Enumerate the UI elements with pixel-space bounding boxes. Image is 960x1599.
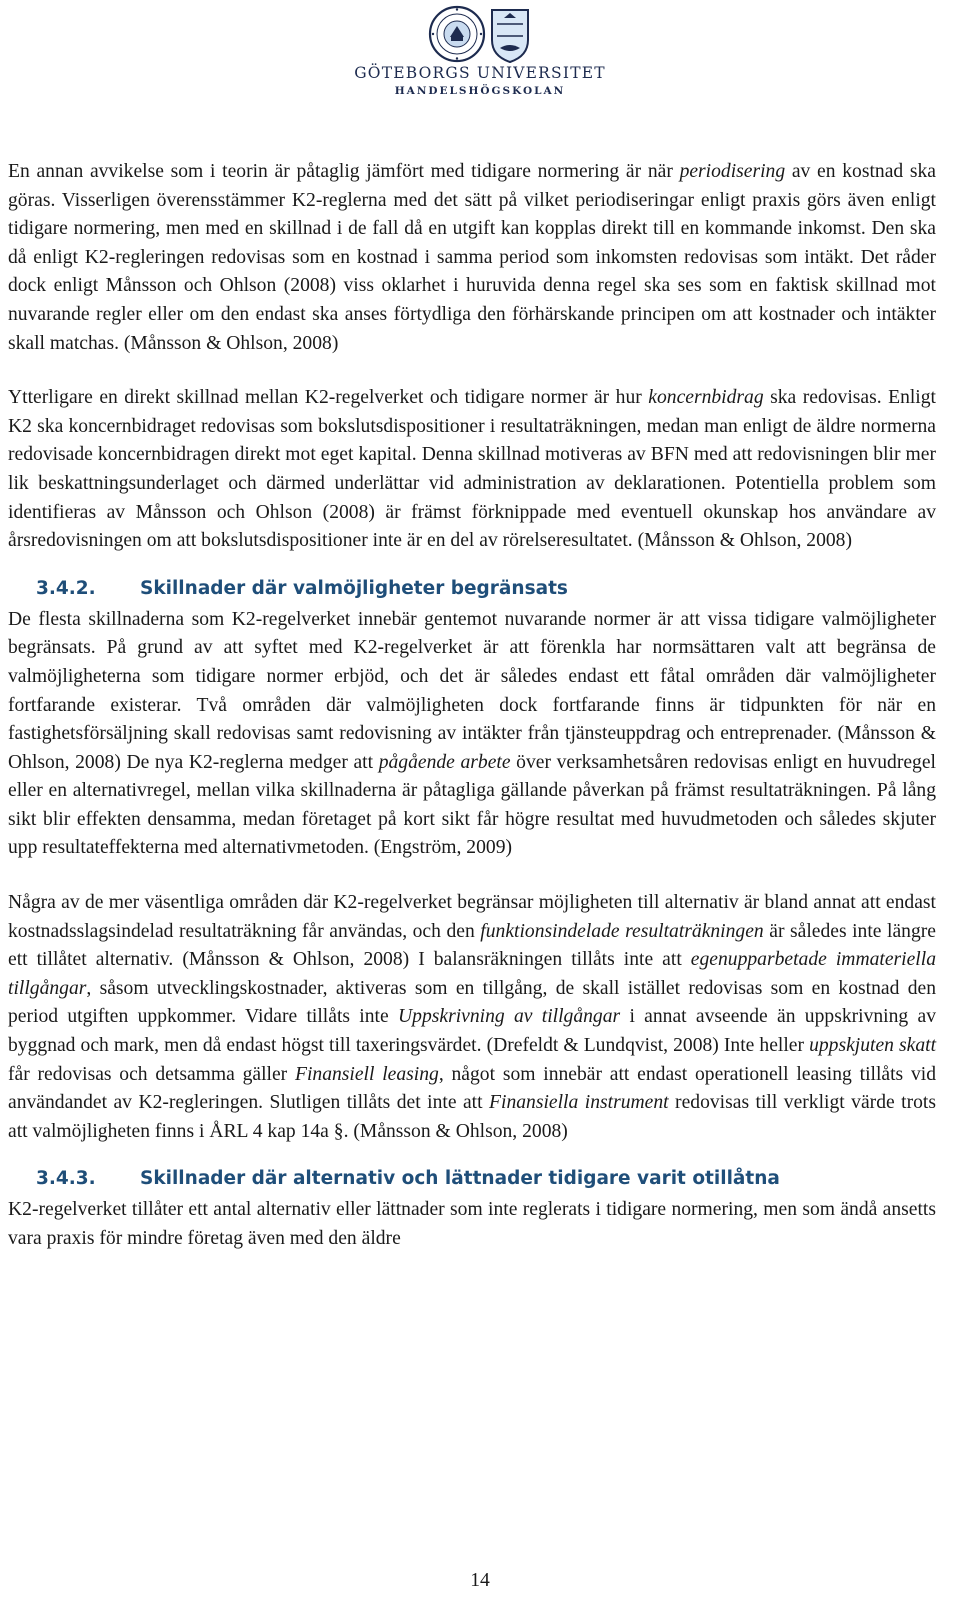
text-run: Några av de mer väsentliga områden där K2-regelverket begränsar möjligheten till alternativ är bland annat att endast kostnadsslagsindelad resultaträkning får användas, och den (8, 892, 936, 942)
university-seal-icon (421, 4, 540, 64)
text-run: av en kostnad ska göras. Visserligen överensstämmer K2-reglerna med det sätt på vilket periodiseringar enligt praxis görs även enligt tidigare normering, men med en skillnad i de fall då en utgift kan kopplas direkt till en kommande inkomst. Den ska då enligt K2-regleringen redovisas som en kostnad i samma period som inkomsten redovisas som intäkt. Det råder dock enligt Månsson och Ohlson (2008) viss oklarhet i huruvida denna regel ska ses som en faktisk skillnad mot nuvarande regler eller om den endast ska anses förtydliga den förhärskande principen om att kostnader och intäkter skall matchas. (Månsson & Ohlson, 2008) (8, 161, 937, 354)
paragraph-periodisering (8, 158, 936, 358)
paragraph-valmojligheter (8, 606, 936, 863)
text-run: En annan avvikelse som i teorin är påtaglig jämfört med tidigare normering är när (8, 161, 680, 182)
text-run: i annat avseende än uppskrivning av byggnad och mark, men då endast högst till taxeringsvärdet. (Drefeldt & Lundqvist, 2008) Inte heller (8, 1006, 937, 1057)
page-number: 14 (470, 1570, 490, 1591)
emphasis-term: Finansiell leasing (294, 1063, 439, 1085)
section-title: Skillnader där alternativ och lättnader tidigare varit otillåtna (140, 1168, 780, 1190)
emphasis-term: funktionsindelade resultaträkningen (480, 920, 764, 942)
section-heading-3-4-3 (8, 1164, 936, 1194)
text-run: ska redovisas. Enligt K2 ska koncernbidraget redovisas som bokslutsdispositioner i resultaträkningen, medan man enligt de äldre normerna redovisade koncernbidragen direkt mot eget kapital. Denna skillnad motiveras av BFN med att redovisningen blir mer lik beskattningsunderlaget och därmed underlättar vid administration av deklarationen. Potentiella problem som identifieras av Månsson och Ohlson (2008) är främst förknippade med eventuell okunskap hos användare av årsredovisningen om att bokslutsdispositioner inte är en del av rörelseresultatet. (Månsson & Ohlson, 2008) (8, 387, 936, 552)
university-name: GÖTEBORGS UNIVERSITET (354, 64, 606, 82)
emphasis-term: periodisering (679, 161, 786, 182)
section-number: 3.4.3. (36, 1168, 96, 1190)
emphasis-term: pågående arbete (378, 751, 511, 773)
emphasis-term: koncernbidrag (648, 387, 764, 409)
text-run: över verksamhetsåren redovisas enligt en huvudregel eller en alternativregel, mellan vilka skillnaderna är påtagliga gällande påverkan på främst resultaträkningen. På lång sikt blir effekten densamma, medan företaget på kort sikt får högre resultat med huvudmetoden och således skjuter upp resultateffekterna med alternativmetoden. (Engström, 2009) (8, 751, 936, 859)
emphasis-term: egenupparbetade immateriella tillgångar (8, 949, 936, 999)
emphasis-term: uppskjuten skatt (809, 1035, 937, 1057)
document-body (8, 158, 936, 1254)
paragraph-koncernbidrag (8, 384, 936, 556)
section-heading-3-4-2 (8, 574, 936, 604)
text-run: K2-regelverket tillåter ett antal alternativ eller lättnader som inte reglerats i tidigare normering, men som ändå ansetts vara praxis för mindre företag även med den äldre (8, 1199, 936, 1249)
emphasis-term: Uppskrivning av tillgångar (398, 1006, 621, 1028)
paragraph-begransningar (8, 889, 936, 1146)
text-run: De flesta skillnaderna som K2-regelverket innebär gentemot nuvarande normer är att vissa tidigare valmöjligheter begränsats. På grund av att syftet med K2-regelverket är att förenkla har normsättaren valt att begränsa de valmöjligheterna som tidigare normer erbjöd, och det är således endast ett fåtal områden där valmöjligheter fortfarande existerar. Två områden där valmöjligheten dock fortfarande finns är tidpunkten för när en fastighetsförsäljning skall redovisas samt redovisning av intäkter från tjänsteuppdrag och entreprenader. (Månsson & Ohlson, 2008) De nya K2-reglerna medger att (8, 608, 936, 773)
text-run: är således inte längre ett tillåtet alternativ. (Månsson & Ohlson, 2008) I balansräkningen tillåts inte att (8, 920, 936, 971)
text-run: , något som innebär att endast operationell leasing tillåts vid användandet av K2-regleringen. Slutligen tillåts det inte att (8, 1063, 936, 1114)
emphasis-term: Finansiella instrument (489, 1092, 669, 1114)
section-number: 3.4.2. (36, 577, 96, 599)
text-run: får redovisas och detsamma gäller (8, 1063, 295, 1085)
text-run: , såsom utvecklingskostnader, aktiveras som en tillgång, de skall istället redovisas som en kostnad den period utgiften uppkommer. Vidare tillåts inte (8, 977, 936, 1028)
paragraph-alternativ (8, 1196, 936, 1253)
page-header (0, 0, 960, 108)
text-run: Ytterligare en direkt skillnad mellan K2-regelverket och tidigare normer är hur (8, 387, 649, 409)
text-run: redovisas till verkligt värde trots att valmöjligheten finns i ÅRL 4 kap 14a §. (Månsson & Ohlson, 2008) (8, 1092, 936, 1142)
school-name: HANDELSHÖGSKOLAN (394, 85, 566, 97)
section-title: Skillnader där valmöjligheter begränsats (140, 577, 568, 599)
